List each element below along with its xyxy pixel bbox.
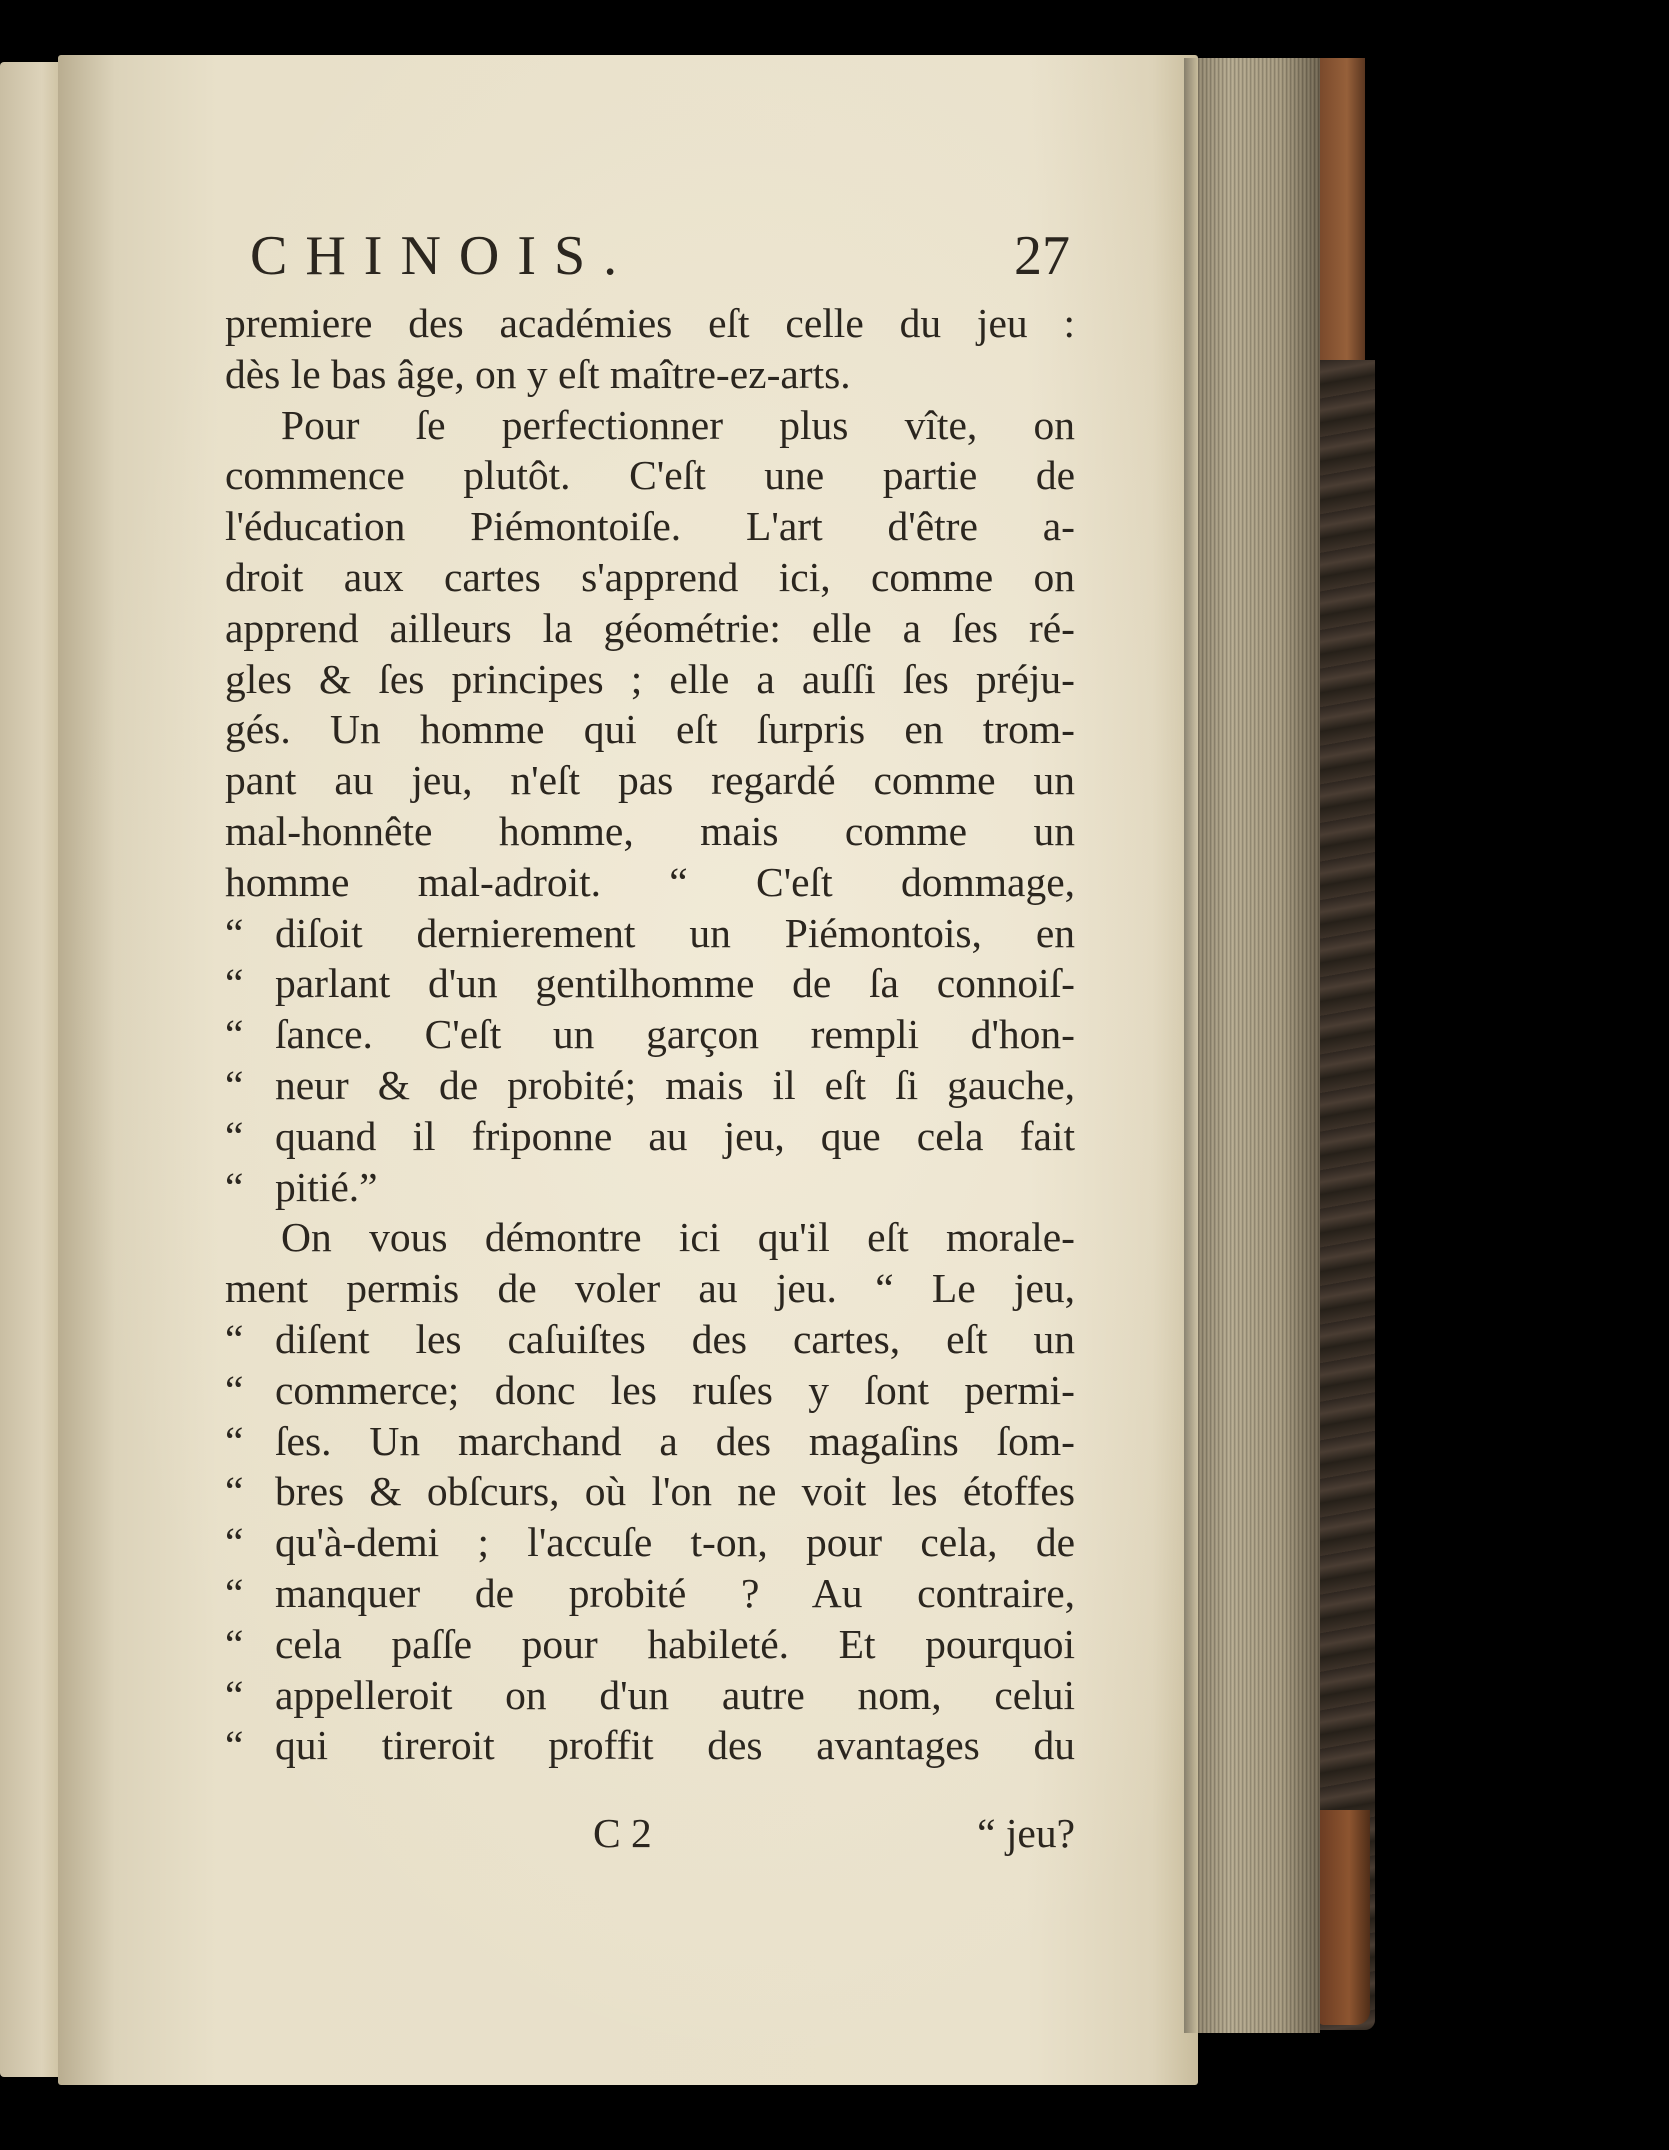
text-line	[225, 1416, 1075, 1467]
cover-marbled-board	[1320, 360, 1375, 2030]
line-text: ſance. C'eſt un garçon rempli d'hon-	[275, 1011, 1075, 1058]
quote-mark: “	[225, 1722, 244, 1769]
quote-mark: “	[225, 1519, 244, 1566]
line-text: dès le bas âge, on y eſt maître-ez-arts.	[225, 350, 851, 397]
line-text: ſes. Un marchand a des magaſins ſom-	[275, 1417, 1075, 1464]
line-text: gles & ſes principes ; elle a auſſi ſes préju-	[225, 655, 1075, 702]
text-line	[225, 1670, 1075, 1721]
text-line	[225, 1060, 1075, 1111]
body-text	[225, 298, 1075, 1771]
text-line	[225, 298, 1075, 349]
quote-mark: “	[225, 1366, 244, 1413]
line-text: commence plutôt. C'eſt une partie de	[225, 452, 1075, 499]
text-line	[225, 1720, 1075, 1771]
text-line	[225, 1212, 1075, 1263]
line-text: pant au jeu, n'eſt pas regardé comme un	[225, 757, 1075, 804]
quote-mark: “	[225, 1468, 244, 1515]
quote-mark: “	[225, 1163, 244, 1210]
text-line	[225, 654, 1075, 705]
catchword: “ jeu?	[977, 1810, 1075, 1856]
text-line	[225, 857, 1075, 908]
text-line	[225, 1517, 1075, 1568]
line-text: manquer de probité ? Au contraire,	[275, 1569, 1075, 1616]
text-line	[225, 1568, 1075, 1619]
signature-mark: C 2	[593, 1810, 652, 1856]
text-line	[225, 958, 1075, 1009]
quote-mark: “	[225, 960, 244, 1007]
line-text: ment permis de voler au jeu. “ Le jeu,	[225, 1265, 1075, 1312]
text-line	[225, 1263, 1075, 1314]
line-text: qu'à-demi ; l'accuſe t-on, pour cela, de	[275, 1519, 1075, 1566]
text-line	[225, 450, 1075, 501]
line-text: premiere des académies eſt celle du jeu :	[225, 300, 1075, 346]
quote-mark: “	[225, 1417, 244, 1464]
line-text: neur & de probité; mais il eſt ſi gauche,	[275, 1061, 1075, 1108]
quote-mark: “	[225, 1569, 244, 1616]
quote-mark: “	[225, 1011, 244, 1058]
quote-mark: “	[225, 1061, 244, 1108]
line-text: homme mal-adroit. “ C'eſt dommage,	[225, 858, 1075, 905]
quote-mark: “	[225, 909, 244, 956]
line-text: appelleroit on d'un autre nom, celui	[275, 1671, 1075, 1718]
page-footer	[225, 1807, 1075, 1859]
text-line	[225, 1466, 1075, 1517]
quote-mark: “	[225, 1112, 244, 1159]
text-line	[225, 349, 1075, 400]
line-text: l'éducation Piémontoiſe. L'art d'être a-	[225, 503, 1075, 550]
text-line	[225, 552, 1075, 603]
text-line	[225, 603, 1075, 654]
line-text: mal-honnête homme, mais comme un	[225, 807, 1075, 854]
text-line	[225, 1162, 1075, 1213]
text-line	[225, 755, 1075, 806]
text-line	[225, 806, 1075, 857]
cover-leather-bottom	[1318, 1810, 1370, 2025]
line-text: pitié.”	[275, 1163, 378, 1210]
quote-mark: “	[225, 1620, 244, 1667]
line-text: gés. Un homme qui eſt ſurpris en trom-	[225, 706, 1075, 753]
line-text: droit aux cartes s'apprend ici, comme on	[225, 553, 1075, 600]
line-text: On vous démontre ici qu'il eſt morale-	[281, 1214, 1075, 1261]
quote-mark: “	[225, 1671, 244, 1718]
line-text: qui tireroit proffit des avantages du	[275, 1722, 1075, 1769]
line-text: diſoit dernierement un Piémontois, en	[275, 909, 1075, 956]
page-header	[250, 218, 1070, 294]
text-line	[225, 704, 1075, 755]
page-block-edges	[1190, 58, 1320, 2033]
text-line	[225, 1111, 1075, 1162]
line-text: cela paſſe pour habileté. Et pourquoi	[275, 1620, 1075, 1667]
cover-leather-top	[1320, 58, 1365, 363]
page-edge-shadow	[1184, 58, 1198, 2033]
text-line	[225, 1009, 1075, 1060]
quote-mark: “	[225, 1315, 244, 1362]
text-line	[225, 400, 1075, 451]
text-line	[225, 1365, 1075, 1416]
text-line	[225, 908, 1075, 959]
line-text: bres & obſcurs, où l'on ne voit les étoffes	[275, 1468, 1075, 1515]
page-number: 27	[1014, 225, 1070, 287]
text-line	[225, 1619, 1075, 1670]
line-text: commerce; donc les ruſes y ſont permi-	[275, 1366, 1075, 1413]
running-head: CHINOIS.	[250, 225, 636, 287]
text-line	[225, 1314, 1075, 1365]
line-text: parlant d'un gentilhomme de ſa connoiſ-	[275, 960, 1075, 1007]
line-text: apprend ailleurs la géométrie: elle a ſes ré-	[225, 604, 1075, 651]
line-text: diſent les caſuiſtes des cartes, eſt un	[275, 1315, 1075, 1362]
text-line	[225, 501, 1075, 552]
line-text: Pour ſe perfectionner plus vîte, on	[281, 401, 1075, 448]
line-text: quand il friponne au jeu, que cela fait	[275, 1112, 1075, 1159]
